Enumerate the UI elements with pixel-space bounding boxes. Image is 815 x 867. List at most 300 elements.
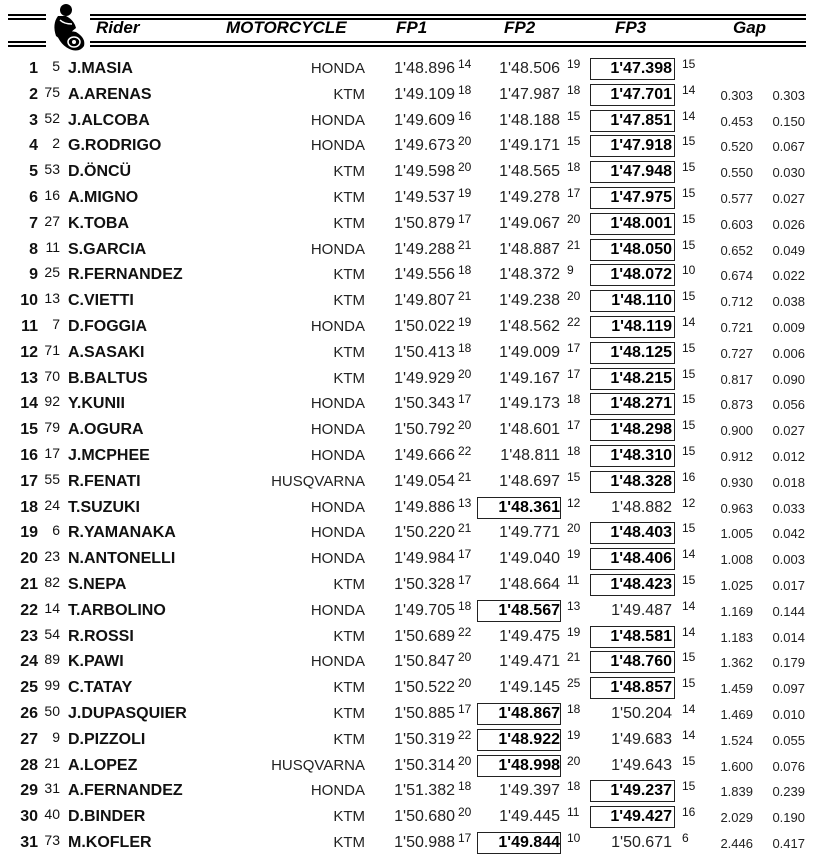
gap-to-leader: 0.550 [720, 165, 753, 181]
fp2-time: 1'48.922 [498, 730, 560, 748]
fp3-time: 1'48.298 [610, 421, 672, 439]
fp2-laps: 10 [567, 831, 581, 845]
fp1-laps: 20 [458, 160, 472, 175]
fp1-time: 1'50.022 [394, 318, 455, 335]
fp1-laps: 17 [458, 211, 472, 226]
rider-name: A.MIGNO [68, 189, 139, 206]
rider-number: 71 [44, 341, 60, 358]
fp2-time: 1'48.664 [499, 576, 560, 593]
table-row [0, 83, 815, 109]
table-row [0, 496, 815, 522]
gap-to-previous: 0.055 [772, 732, 805, 748]
fp1-time: 1'50.680 [394, 808, 455, 826]
table-row [0, 547, 815, 573]
gap-to-previous: 0.038 [772, 294, 805, 310]
header-gap: Gap [733, 18, 767, 37]
rider-number: 70 [44, 367, 60, 384]
gap-to-leader: 0.963 [720, 500, 753, 516]
gap-to-previous: 0.056 [772, 397, 805, 413]
fp3-laps: 14 [682, 702, 696, 716]
header-rule [8, 45, 46, 47]
fp2-laps: 15 [567, 108, 581, 123]
fp2-laps: 12 [567, 495, 581, 510]
fp3-laps: 15 [682, 366, 696, 381]
header-motorcycle: MOTORCYCLE [226, 18, 347, 37]
position: 6 [29, 189, 38, 206]
position: 19 [20, 524, 38, 542]
position: 14 [20, 395, 38, 413]
fp2-time: 1'48.506 [499, 60, 560, 77]
rider-name: K.TOBA [68, 214, 130, 232]
fp1-time: 1'49.054 [394, 472, 455, 490]
header-fp1: FP1 [396, 18, 428, 37]
gap-to-previous: 0.003 [772, 552, 805, 568]
fp2-time: 1'48.188 [499, 111, 560, 129]
fp2-laps: 18 [567, 160, 581, 175]
gap-to-leader: 0.930 [720, 474, 753, 490]
fp1-time: 1'50.220 [394, 524, 455, 542]
table-row [0, 754, 815, 780]
fp3-time: 1'47.918 [610, 137, 672, 155]
rider-number: 17 [44, 445, 60, 461]
fp1-time: 1'49.598 [394, 163, 455, 181]
gap-to-leader: 0.520 [720, 139, 753, 155]
fp1-time: 1'50.319 [394, 730, 455, 748]
motorcycle: KTM [333, 163, 365, 181]
rider-name: Y.KUNII [68, 395, 125, 413]
motorcycle: KTM [333, 189, 365, 206]
gap-to-previous: 0.022 [772, 268, 805, 284]
position: 26 [20, 705, 38, 722]
position: 17 [20, 472, 38, 490]
position: 28 [20, 756, 38, 774]
motorcycle: KTM [333, 343, 365, 361]
table-row [0, 186, 815, 212]
fp3-time: 1'48.760 [610, 653, 672, 671]
fp3-laps: 15 [682, 521, 696, 536]
fp2-laps: 13 [567, 598, 581, 613]
fp1-time: 1'50.847 [394, 653, 455, 671]
position: 7 [29, 214, 38, 232]
header-rule [8, 14, 46, 16]
motorcycle: HONDA [310, 240, 365, 258]
motorcycle: KTM [333, 292, 365, 310]
fp1-laps: 22 [458, 727, 472, 742]
rider-number: 11 [45, 238, 60, 255]
fp1-time: 1'49.984 [394, 550, 455, 568]
fp2-laps: 19 [567, 624, 581, 639]
fp2-laps: 18 [567, 702, 581, 716]
table-header [0, 0, 815, 52]
gap-to-previous: 0.010 [772, 707, 805, 722]
rider-name: D.PIZZOLI [68, 730, 146, 748]
gap-to-leader: 0.721 [720, 320, 753, 335]
fp1-time: 1'50.314 [394, 756, 455, 774]
rider-name: K.PAWI [68, 653, 124, 671]
rider-name: R.YAMANAKA [68, 524, 176, 542]
gap-to-previous: 0.014 [772, 629, 805, 645]
fp3-time: 1'49.643 [611, 756, 672, 774]
rider-number: 73 [44, 832, 60, 848]
gap-to-leader: 0.453 [720, 113, 753, 129]
gap-to-leader: 0.577 [720, 191, 753, 206]
fp1-time: 1'49.886 [394, 498, 455, 516]
header-rule [90, 41, 806, 43]
rider-number: 92 [44, 393, 60, 410]
table-row [0, 134, 815, 160]
gap-to-previous: 0.097 [772, 681, 805, 697]
fp1-time: 1'50.343 [394, 395, 455, 413]
motorcycle: HUSQVARNA [271, 472, 365, 490]
fp1-laps: 18 [458, 598, 472, 613]
position: 20 [20, 550, 38, 568]
motorcycle: HONDA [310, 60, 365, 77]
fp3-time: 1'48.110 [611, 292, 672, 310]
rider-name: J.MASIA [68, 60, 133, 77]
rider-name: J.ALCOBA [68, 111, 150, 129]
rider-number: 82 [44, 574, 60, 590]
fp1-laps: 20 [458, 366, 472, 381]
position: 12 [20, 343, 38, 361]
gap-to-previous: 0.009 [772, 320, 805, 335]
gap-to-previous: 0.017 [772, 578, 805, 593]
rider-number: 79 [44, 419, 60, 436]
fp1-time: 1'48.896 [394, 60, 455, 77]
table-row [0, 212, 815, 238]
gap-to-previous: 0.042 [772, 526, 805, 542]
rider-name: D.BINDER [68, 808, 146, 826]
motorcycle: KTM [333, 730, 365, 748]
fp3-laps: 14 [682, 727, 696, 742]
gap-to-leader: 1.524 [720, 732, 753, 748]
gap-to-previous: 0.006 [772, 345, 805, 361]
table-row [0, 521, 815, 547]
rider-name: C.TATAY [68, 679, 133, 697]
fp3-time: 1'47.851 [610, 111, 672, 129]
position: 1 [29, 60, 38, 77]
fp2-time: 1'49.040 [499, 550, 560, 568]
position: 13 [20, 369, 38, 387]
fp1-laps: 19 [458, 186, 472, 200]
rider-number: 7 [52, 316, 60, 332]
motorcycle: HUSQVARNA [271, 756, 365, 774]
table-row [0, 289, 815, 315]
table-row [0, 573, 815, 599]
table-row [0, 470, 815, 496]
fp3-laps: 15 [682, 779, 696, 794]
rider-name: A.FERNANDEZ [68, 782, 183, 800]
motorcycle: KTM [333, 576, 365, 593]
header-rule [90, 45, 806, 47]
rider-number: 54 [44, 625, 60, 642]
fp3-time: 1'48.882 [611, 498, 672, 516]
fp3-laps: 14 [682, 108, 696, 123]
fp3-laps: 15 [682, 186, 696, 200]
gap-to-previous: 0.027 [772, 191, 805, 206]
fp2-laps: 20 [567, 753, 581, 768]
fp2-time: 1'49.067 [499, 214, 560, 232]
fp3-laps: 15 [682, 573, 696, 587]
gap-to-previous: 0.076 [772, 758, 805, 774]
table-row [0, 728, 815, 754]
motorcycle: HONDA [310, 318, 365, 335]
fp2-laps: 9 [567, 263, 574, 278]
gap-to-previous: 0.030 [772, 165, 805, 181]
fp3-time: 1'47.975 [610, 189, 672, 206]
fp1-time: 1'49.705 [394, 601, 455, 619]
fp2-laps: 15 [567, 469, 581, 484]
rider-name: A.SASAKI [68, 343, 145, 361]
position: 11 [21, 318, 38, 335]
fp3-laps: 15 [682, 134, 696, 149]
gap-to-leader: 1.469 [720, 707, 753, 722]
fp2-time: 1'48.565 [499, 163, 560, 181]
fp1-laps: 20 [458, 753, 472, 768]
fp2-laps: 19 [567, 547, 581, 562]
fp2-time: 1'48.887 [499, 240, 560, 258]
position: 18 [20, 498, 38, 516]
position: 22 [20, 601, 38, 619]
fp1-laps: 18 [458, 340, 472, 355]
position: 2 [29, 85, 38, 103]
fp3-laps: 10 [682, 263, 696, 278]
fp3-time: 1'48.857 [610, 679, 672, 697]
gap-to-leader: 1.025 [720, 578, 753, 593]
fp3-time: 1'48.403 [610, 524, 672, 542]
fp1-laps: 20 [458, 134, 472, 149]
fp1-time: 1'49.673 [394, 137, 455, 155]
rider-name: A.LOPEZ [68, 756, 138, 774]
fp1-laps: 17 [458, 702, 472, 716]
fp3-laps: 16 [682, 469, 696, 484]
fp1-laps: 21 [458, 521, 472, 536]
gap-to-previous: 0.150 [772, 113, 805, 129]
fp3-time: 1'48.215 [610, 369, 672, 387]
gap-to-previous: 0.026 [772, 216, 805, 232]
fp2-laps: 17 [567, 340, 581, 355]
header-rule [8, 18, 46, 20]
fp2-time: 1'47.987 [499, 85, 560, 103]
fp3-time: 1'49.487 [611, 601, 672, 619]
rider-number: 5 [52, 58, 60, 74]
position: 16 [20, 447, 38, 464]
fp3-laps: 15 [682, 160, 696, 175]
fp2-time: 1'49.238 [499, 292, 560, 310]
table-row [0, 625, 815, 651]
gap-to-previous: 0.027 [772, 423, 805, 439]
fp1-laps: 18 [458, 263, 472, 278]
fp1-laps: 17 [458, 831, 472, 845]
fp3-time: 1'49.237 [610, 782, 672, 800]
gap-to-leader: 2.029 [720, 810, 753, 826]
motorcycle: KTM [333, 85, 365, 103]
rider-number: 13 [44, 290, 60, 307]
rider-name: R.FERNANDEZ [68, 266, 183, 284]
table-row [0, 805, 815, 831]
fp2-time: 1'48.361 [498, 498, 560, 516]
rider-name: T.ARBOLINO [68, 601, 166, 619]
rider-number: 52 [44, 109, 60, 126]
fp2-laps: 11 [567, 805, 580, 820]
gap-to-leader: 0.727 [720, 345, 753, 361]
gap-to-leader: 0.817 [720, 371, 753, 387]
fp1-time: 1'50.988 [394, 834, 455, 851]
fp1-time: 1'50.879 [394, 214, 455, 232]
table-row [0, 392, 815, 418]
table-row [0, 57, 815, 83]
gap-to-leader: 1.600 [720, 758, 753, 774]
fp2-laps: 20 [567, 211, 581, 226]
fp3-laps: 15 [682, 418, 696, 433]
position: 30 [20, 808, 38, 826]
fp1-time: 1'50.792 [394, 421, 455, 439]
motorcycle: HONDA [310, 601, 365, 619]
fp1-time: 1'49.288 [394, 240, 455, 258]
table-row [0, 676, 815, 702]
table-row [0, 263, 815, 289]
fp3-laps: 15 [682, 211, 696, 226]
fp2-time: 1'49.771 [499, 524, 560, 542]
header-rule [90, 18, 806, 20]
fp2-time: 1'49.173 [499, 395, 560, 413]
rider-name: T.SUZUKI [68, 498, 140, 516]
fp1-time: 1'49.807 [394, 292, 455, 310]
fp3-laps: 15 [682, 289, 696, 304]
rider-name: S.NEPA [68, 576, 127, 593]
fp1-laps: 20 [458, 805, 472, 820]
position: 10 [20, 292, 38, 310]
fp1-laps: 20 [458, 676, 472, 691]
rider-number: 6 [52, 522, 60, 539]
fp3-time: 1'47.398 [610, 60, 672, 77]
rider-name: S.GARCIA [68, 240, 147, 258]
fp2-time: 1'49.471 [499, 653, 560, 671]
rider-number: 50 [44, 703, 60, 719]
rider-number: 2 [52, 135, 60, 152]
fp3-laps: 14 [682, 547, 696, 562]
gap-to-previous: 0.090 [772, 371, 805, 387]
fp1-laps: 22 [458, 624, 472, 639]
fp2-laps: 18 [567, 392, 581, 407]
fp2-time: 1'49.167 [499, 369, 560, 387]
fp2-laps: 22 [567, 315, 581, 329]
table-row [0, 650, 815, 676]
rider-number: 55 [44, 470, 60, 487]
position: 5 [29, 163, 38, 181]
fp3-time: 1'50.204 [611, 705, 672, 722]
rider-name: B.BALTUS [68, 369, 148, 387]
rider-number: 14 [44, 599, 60, 616]
motorcycle: HONDA [310, 498, 365, 516]
fp3-time: 1'50.671 [611, 834, 672, 851]
fp2-laps: 21 [567, 650, 581, 665]
rider-name: C.VIETTI [68, 292, 134, 310]
position: 4 [29, 137, 38, 155]
rider-name: M.KOFLER [68, 834, 152, 851]
fp1-laps: 22 [458, 444, 472, 458]
motorcycle: HONDA [310, 395, 365, 413]
gap-to-leader: 0.900 [720, 423, 753, 439]
fp3-laps: 15 [682, 650, 696, 665]
rider-number: 53 [44, 161, 60, 178]
table-row [0, 418, 815, 444]
rider-name: J.DUPASQUIER [68, 705, 187, 722]
table-row [0, 367, 815, 393]
rider-number: 25 [44, 264, 60, 281]
table-row [0, 779, 815, 805]
position: 21 [20, 576, 38, 593]
fp2-laps: 18 [567, 779, 581, 794]
fp3-time: 1'48.119 [611, 318, 672, 335]
fp3-time: 1'48.050 [610, 240, 672, 258]
fp1-laps: 16 [458, 108, 472, 123]
gap-to-leader: 1.005 [720, 526, 753, 542]
fp2-time: 1'49.844 [498, 834, 560, 851]
fp3-laps: 12 [682, 495, 696, 510]
table-row [0, 109, 815, 135]
rider-number: 24 [44, 496, 60, 513]
fp3-time: 1'48.328 [610, 472, 672, 490]
fp2-laps: 11 [567, 573, 580, 587]
table-row [0, 160, 815, 186]
rider-number: 99 [44, 677, 60, 694]
fp3-time: 1'48.001 [610, 214, 672, 232]
rider-number: 75 [44, 83, 60, 100]
fp2-time: 1'49.145 [499, 679, 560, 697]
fp3-laps: 15 [682, 237, 696, 252]
gap-to-leader: 1.362 [720, 655, 753, 671]
fp1-time: 1'50.689 [394, 627, 455, 645]
fp3-laps: 6 [682, 831, 689, 845]
gap-to-previous: 0.417 [772, 836, 805, 851]
position: 24 [20, 653, 38, 671]
fp2-laps: 19 [567, 57, 581, 71]
gap-to-leader: 1.183 [720, 629, 753, 645]
fp2-laps: 17 [567, 366, 581, 381]
fp3-time: 1'48.125 [610, 343, 672, 361]
fp1-laps: 21 [458, 289, 472, 304]
fp2-time: 1'48.998 [498, 756, 560, 774]
gap-to-leader: 1.459 [720, 681, 753, 697]
gap-to-leader: 1.008 [720, 552, 753, 568]
fp1-time: 1'51.382 [394, 782, 455, 800]
rider-number: 89 [44, 651, 60, 668]
gap-to-previous: 0.144 [772, 603, 805, 619]
fp1-time: 1'49.109 [394, 85, 455, 103]
fp1-time: 1'50.885 [394, 705, 455, 722]
motorcycle: HONDA [310, 447, 365, 464]
rider-name: D.ÖNCÜ [68, 163, 132, 181]
gap-to-leader: 2.446 [720, 836, 753, 851]
gap-to-leader: 0.603 [720, 216, 753, 232]
table-row [0, 702, 815, 728]
position: 3 [29, 111, 38, 129]
fp3-time: 1'47.948 [610, 163, 672, 181]
gap-to-previous: 0.049 [772, 242, 805, 258]
fp2-time: 1'48.562 [499, 318, 560, 335]
position: 9 [29, 266, 38, 284]
rider-number: 31 [44, 780, 60, 797]
fp3-laps: 14 [682, 82, 696, 97]
fp2-laps: 15 [567, 134, 581, 149]
fp1-time: 1'49.609 [394, 111, 455, 129]
table-row [0, 238, 815, 264]
motorcycle: HONDA [310, 137, 365, 155]
fp1-time: 1'49.556 [394, 266, 455, 284]
fp2-laps: 20 [567, 289, 581, 304]
table-row [0, 341, 815, 367]
rider-name: R.FENATI [68, 472, 141, 490]
